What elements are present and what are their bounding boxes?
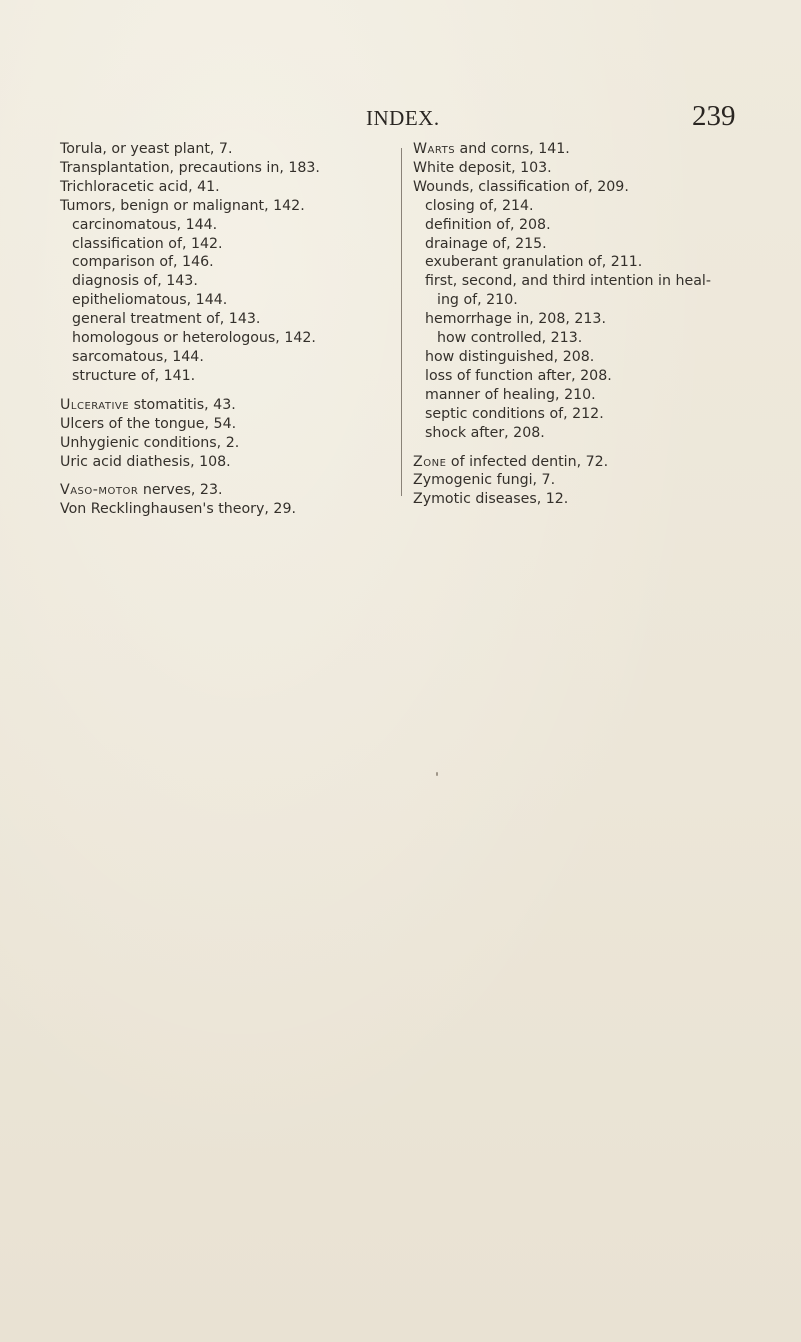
- index-entry-ulcerative: [60, 396, 390, 415]
- index-subentry: shock after, 208.: [425, 424, 545, 441]
- index-entry-trichloracetic: Trichloracetic acid, 41.: [60, 178, 220, 195]
- index-entry-torula: Torula, or yeast plant, 7.: [60, 141, 233, 157]
- running-header-title: INDEX.: [366, 106, 440, 130]
- index-entry-text: of infected dentin, 72.: [446, 453, 609, 470]
- letter-section-lead-word: Vaso-motor: [60, 482, 139, 499]
- letter-section-lead-word: Ulcerative: [60, 396, 130, 413]
- index-entry-wounds: Wounds, classification of, 209.: [413, 178, 629, 195]
- index-subentry: how distinguished, 208.: [425, 348, 595, 365]
- index-subentry: sarcomatous, 144.: [72, 348, 204, 365]
- index-entry-vaso-motor: [60, 481, 390, 500]
- index-subentry: closing of, 214.: [425, 197, 534, 214]
- index-entry-text: nerves, 23.: [138, 482, 223, 499]
- index-entry-zone: [413, 453, 753, 472]
- index-subentry: definition of, 208.: [425, 216, 551, 233]
- index-entry-tumors: Tumors, benign or malignant, 142.: [60, 197, 305, 214]
- index-entry-white-deposit: White deposit, 103.: [413, 159, 552, 176]
- index-subentry: manner of healing, 210.: [425, 386, 596, 403]
- index-entry-uric: Uric acid diathesis, 108.: [60, 453, 231, 470]
- index-entry-text: stomatitis, 43.: [129, 396, 236, 413]
- index-subentry: general treatment of, 143.: [72, 311, 261, 328]
- letter-section-lead-word: Warts: [413, 141, 456, 157]
- index-subentry: exuberant granulation of, 211.: [425, 254, 643, 271]
- page-number: 239: [692, 100, 736, 132]
- paper-speck: [436, 772, 438, 776]
- index-column-right: [413, 140, 753, 509]
- index-column-left: [60, 140, 390, 519]
- index-entry-unhygienic: Unhygienic conditions, 2.: [60, 434, 240, 451]
- index-entry-zymogenic: Zymogenic fungi, 7.: [413, 472, 556, 489]
- column-divider-rule: [401, 148, 402, 496]
- index-subentry: structure of, 141.: [72, 367, 196, 384]
- index-entry-warts: [413, 140, 753, 159]
- index-subentry: diagnosis of, 143.: [72, 273, 198, 290]
- index-subentry-continuation: ing of, 210.: [437, 292, 518, 309]
- index-subentry: carcinomatous, 144.: [72, 216, 218, 233]
- index-subentry: epitheliomatous, 144.: [72, 292, 228, 309]
- index-entry-ulcers: Ulcers of the tongue, 54.: [60, 415, 237, 432]
- index-sub-subentry: how controlled, 213.: [437, 330, 583, 347]
- index-subentry: septic conditions of, 212.: [425, 405, 604, 422]
- index-entry-zymotic: Zymotic diseases, 12.: [413, 491, 569, 508]
- index-subentry: comparison of, 146.: [72, 254, 214, 271]
- index-subentry: homologous or heterologous, 142.: [72, 330, 316, 347]
- index-subentry: drainage of, 215.: [425, 235, 547, 252]
- index-entry-von-recklinghausen: Von Recklinghausen's theory, 29.: [60, 501, 296, 518]
- letter-section-lead-word: Zone: [413, 453, 447, 470]
- index-subentry: hemorrhage in, 208, 213.: [425, 311, 606, 328]
- index-subentry: classification of, 142.: [72, 235, 223, 252]
- index-subentry: loss of function after, 208.: [425, 367, 612, 384]
- index-subentry: first, second, and third intention in heal-: [425, 273, 711, 290]
- index-entry-text: and corns, 141.: [455, 141, 570, 157]
- index-entry-transplantation: Transplantation, precautions in, 183.: [60, 159, 320, 176]
